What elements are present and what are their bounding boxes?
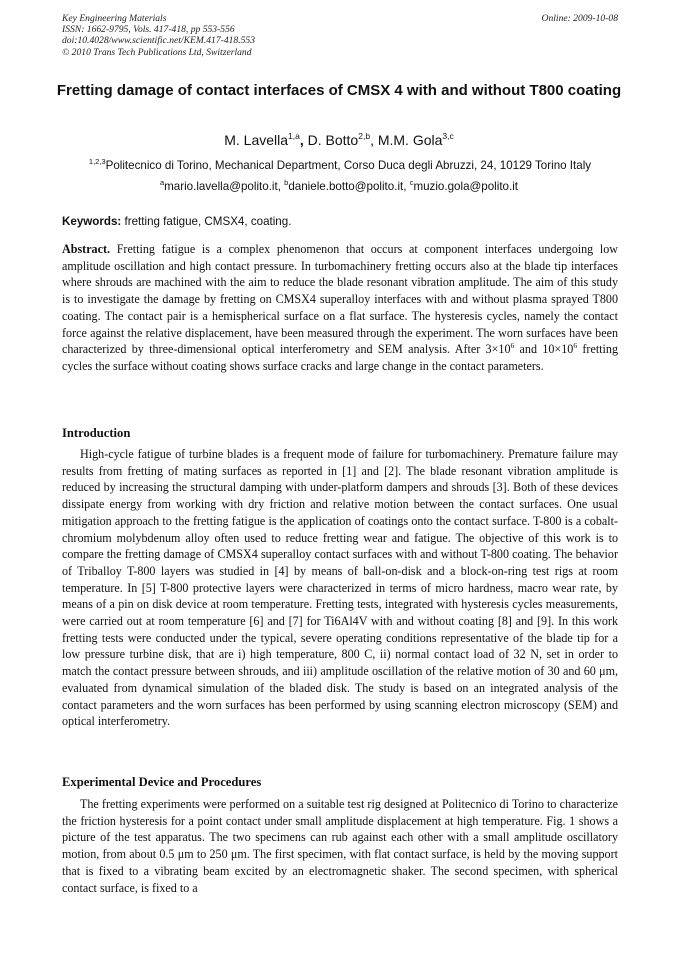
journal-copyright: © 2010 Trans Tech Publications Ltd, Switzerland bbox=[62, 46, 252, 58]
abstract-text: Fretting fatigue is a complex phenomenon that occurs at component interfaces undergoing low amplitude oscillation and high contact pressure. In turbomachinery fretting occurs also at the blade tip interfaces where shrouds are machined with the aim to reduce the blade resonant vibration amplitude. The aim of this study is to investigate the damage by fretting on CMSX4 superalloy interfaces with and without plasma sprayed T800 coating. The contact pair is a hemispherical surface on a flat surface. The hysteresis cycles, namely the contact force against the relative displacement, have been measured through the experiment. The worn surfaces have been characterized by three-dimensional optical interferometry and SEM analysis. After 3×10 bbox=[62, 242, 618, 357]
keywords-text: fretting fatigue, CMSX4, coating. bbox=[124, 215, 292, 228]
online-date: Online: 2009-10-08 bbox=[541, 13, 618, 24]
exponent: 6 bbox=[573, 341, 578, 351]
affiliation-text: Politecnico di Torino, Mechanical Department, Corso Duca degli Abruzzi, 24, 10129 Torino Italy bbox=[105, 159, 592, 172]
section-heading-introduction: Introduction bbox=[62, 426, 131, 440]
affiliation bbox=[62, 159, 618, 173]
journal-name: Key Engineering Materials bbox=[62, 13, 167, 24]
author-list bbox=[0, 131, 678, 149]
author-separator: , bbox=[299, 132, 308, 148]
exponent: 6 bbox=[510, 341, 515, 351]
author-separator: , bbox=[370, 132, 378, 148]
email-mark: c bbox=[409, 178, 414, 187]
email-mark: b bbox=[284, 178, 289, 187]
author-affil-mark: 1,a bbox=[288, 131, 300, 141]
email-mark: a bbox=[159, 178, 165, 187]
author-name: M. Lavella bbox=[224, 132, 289, 148]
abstract-text: fretting cycles the surface without coating shows surface cracks and large change in the contact parameters. bbox=[62, 342, 618, 373]
email-link[interactable]: muzio.gola@polito.it bbox=[413, 180, 519, 193]
paper-title: Fretting damage of contact interfaces of CMSX 4 with and without T800 coating bbox=[56, 82, 622, 99]
keywords bbox=[62, 215, 618, 229]
abstract-text: and 10×10 bbox=[514, 342, 574, 357]
email-link[interactable]: mario.lavella@polito.it, bbox=[164, 180, 281, 193]
journal-doi: doi:10.4028/www.scientific.net/KEM.417-418.553 bbox=[62, 35, 256, 47]
email-list bbox=[0, 180, 678, 194]
author-affil-mark: 3,c bbox=[442, 131, 454, 141]
journal-header bbox=[62, 13, 618, 58]
abstract bbox=[62, 241, 618, 375]
email-link[interactable]: daniele.botto@polito.it, bbox=[288, 180, 407, 193]
experimental-paragraph: The fretting experiments were performed on a suitable test rig designed at Politecnico di Torino to characterize the friction hysteresis for a point contact under small amplitude displacement at high temperature. Fig. 1 shows a picture of the test apparatus. The two specimens can rub against each other with a small amplitude oscillatory motion, from about 0.5 μm to 250 μm. The first specimen, with flat contact surface, is held by the moving support that is fixed to a vibrating beam excited by an electromagnetic shaker. The second specimen, with spherical contact surface, is fixed to a bbox=[62, 797, 618, 895]
journal-issn: ISSN: 1662-9795, Vols. 417-418, pp 553-556 bbox=[62, 24, 235, 36]
keywords-label: Keywords: bbox=[62, 215, 122, 228]
author-affil-mark: 2,b bbox=[358, 131, 371, 141]
introduction-paragraph: High-cycle fatigue of turbine blades is a frequent mode of failure for turbomachinery. Premature failure may results from fretting of mating surfaces as reported in [1] and [2]. The blade resonant vibration amplitude is reduced by increasing the structural damping with under-platform dampers and shrouds [3]. Both of these devices dissipate energy from working with dry friction and relative motion between the contact surfaces. One usual mitigation approach to the fretting fatigue is the application of coatings onto the contact surface. T-800 is a cobalt-chromium molybdenum alloy often used to reduce fretting wear and fatigue. The objective of this work is to compare the fretting damage of CMSX4 superalloy contact surfaces with and without T-800 coating. The behavior of Triballoy T-800 layers was studied in [4] by means of ball-on-disk and a block-on-ring test rigs at room temperature. In [5] T-800 protective layers were characterized in terms of micro hardness, macro wear rate, by means of a pin on disk device at room temperature. Fretting tests, integrated with hysteresis cycles measurements, were carried out at room temperature [6] and [7] for Ti6Al4V with and without coating [8] and [9]. In this work fretting tests were conducted under the typical, severe operating conditions representative of the blade tip for a low pressure turbine disk, that are i) high temperature, 800 C, ii) normal contact load of 32 N, set in order to match the contact pressure between shrouds, and iii) amplitude oscillation of the relative motion of 30 and 60 μm, evaluated from dynamical simulation of the bladed disk. The study is based on an integrated analysis of the contact parameters and the worn surfaces has been performed by using scanning electron microscopy (SEM) and optical interferometry. bbox=[62, 447, 618, 729]
author-name: M.M. Gola bbox=[377, 132, 443, 148]
abstract-label: Abstract. bbox=[62, 242, 111, 256]
author-name: D. Botto bbox=[307, 132, 359, 148]
affiliation-mark: 1,2,3 bbox=[88, 157, 106, 166]
section-heading-experimental: Experimental Device and Procedures bbox=[62, 775, 262, 789]
